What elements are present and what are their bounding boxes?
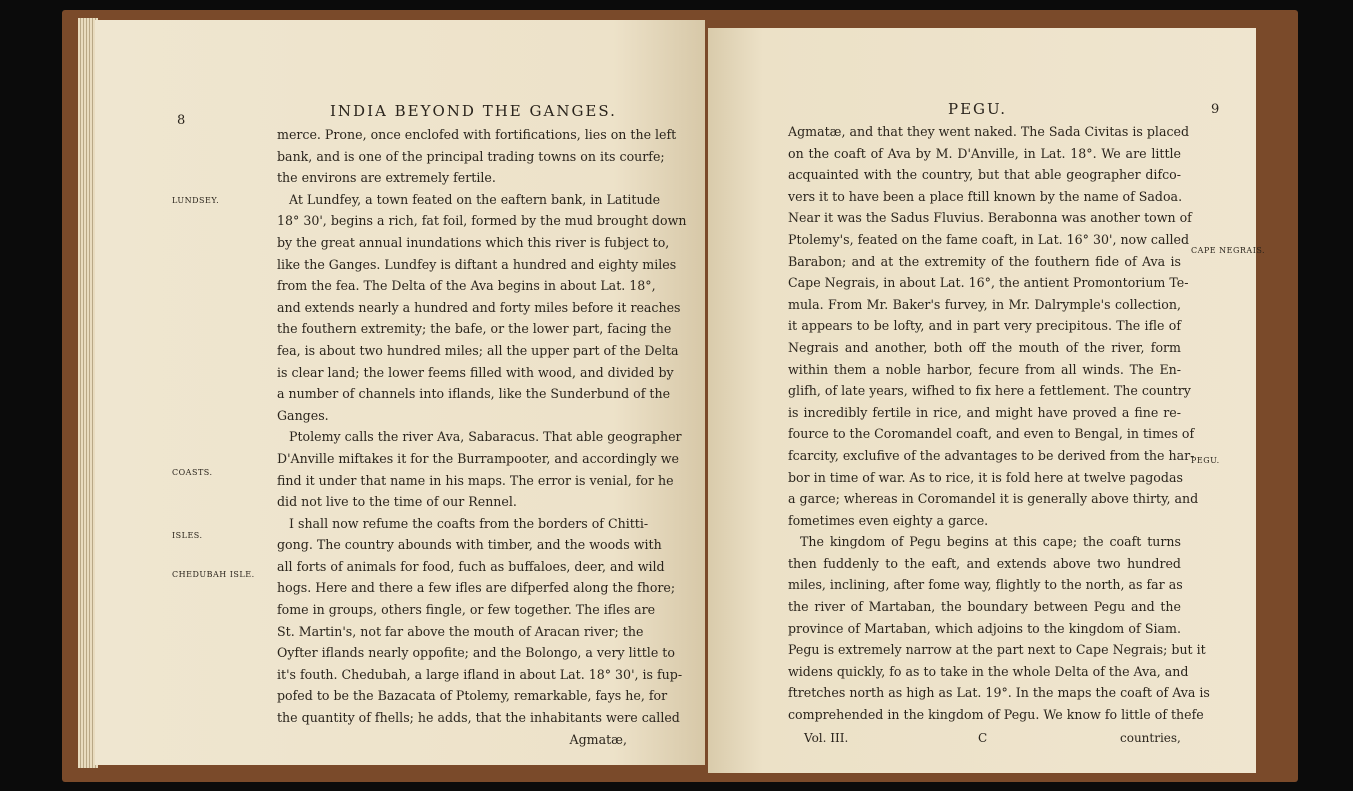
text-line: Near it was the Sadus Fluvius. Berabonna was another town of [788,210,1192,226]
text-line: the environs are extremely fertile. [277,170,496,186]
catchword: countries, [1120,731,1181,745]
margin-note: ISLES. [172,531,203,540]
text-line: widens quickly, fo as to take in the whole Delta of the Ava, and [788,663,1189,679]
text-line: hogs. Here and there a few ifles are difperfed along the fhore; [277,580,676,596]
text-line: it appears to be lofty, and in part very precipitous. The ifle of [788,318,1181,334]
text-line: I shall now refume the coafts from the borders of Chitti- [289,515,649,531]
text-line: gong. The country abounds with timber, and the woods with [277,537,662,553]
text-line: the river of Martaban, the boundary between Pegu and the [788,599,1181,615]
text-line: fcarcity, exclufive of the advantages to be derived from the har- [788,447,1195,463]
text-line: Agmatæ, and that they went naked. The Sada Civitas is placed [788,124,1190,139]
right-page [708,28,1266,773]
text-line: fometimes even eighty a garce. [788,512,989,528]
margin-note: CAPE NEGRAIS. [1191,246,1266,255]
text-line: like the Ganges. Lundfey is diftant a hundred and eighty miles [277,256,677,272]
text-line: Pegu is extremely narrow at the part next to Cape Negrais; but it [788,642,1206,658]
text-line: bor in time of war. As to rice, it is fold here at twelve pagodas [788,469,1183,485]
text-line: find it under that name in his maps. The error is venial, for he [277,472,674,488]
text-line: comprehended in the kingdom of Pegu. We know fo little of thefe [788,707,1204,723]
text-line: Barabon; and at the extremity of the fouthern fide of Ava is [788,253,1181,269]
left-page [95,20,705,765]
text-line: Oyfter iflands nearly oppofite; and the Bolongo, a very little to [277,645,675,661]
text-line: the fouthern extremity; the bafe, or the lower part, facing the [277,321,672,337]
text-line: all forts of animals for food, fuch as buffaloes, deer, and wild [277,558,665,574]
text-line: At Lundfey, a town feated on the eaftern bank, in Latitude [289,191,661,207]
margin-note: COASTS. [172,468,213,477]
margin-note: LUNDSEY. [172,196,220,205]
text-line: is clear land; the lower feems filled with wood, and divided by [277,364,674,380]
text-line: Negrais and another, both off the mouth of the river, form [788,339,1181,355]
text-line: the quantity of fhells; he adds, that the inhabitants were called [277,710,680,726]
text-line: province of Martaban, which adjoins to the kingdom of Siam. [788,620,1181,636]
text-line: acquainted with the country, but that able geographer difco- [788,167,1181,183]
text-line: a garce; whereas in Coromandel it is generally above thirty, and [788,491,1199,507]
text-line: and extends nearly a hundred and forty miles before it reaches [277,299,681,315]
margin-note: CHEDUBAH ISLE. [172,570,255,579]
text-line: Ptolemy's, feated on the fame coaft, in Lat. 16° 30', now called [788,231,1190,247]
text-line: on the coaft of Ava by M. D'Anville, in Lat. 18°. We are little [788,145,1181,161]
body-text [788,121,1210,726]
page-number: 8 [177,113,186,128]
text-line: within them a noble harbor, fecure from all winds. The En- [788,361,1181,377]
text-line: fome in groups, others fingle, or few together. The ifles are [277,602,656,618]
text-line: Ganges. [277,407,329,423]
text-line: merce. Prone, once enclofed with fortifications, lies on the left [277,127,677,142]
text-line: fea, is about two hundred miles; all the upper part of the Delta [277,342,679,358]
text-line: miles, inclining, after fome way, flightly to the north, as far as [788,577,1183,593]
margin-note: PEGU. [1191,456,1220,465]
text-line: is incredibly fertile in rice, and might have proved a fine re- [788,404,1181,420]
text-line: vers it to have been a place ftill known by the name of Sadoa. [788,188,1183,204]
text-line: then fuddenly to the eaft, and extends above two hundred [788,555,1181,571]
text-line: did not live to the time of our Rennel. [277,494,517,510]
text-line: mula. From Mr. Baker's furvey, in Mr. Dalrymple's collection, [788,296,1181,312]
text-line: a number of channels into iflands, like the Sunderbund of the [277,386,671,402]
text-line: fource to the Coromandel coaft, and even to Bengal, in times of [788,426,1195,442]
volume-label: Vol. III. [804,731,849,745]
signature-mark: C [978,731,988,745]
running-head: PEGU. [948,100,1008,118]
text-line: 18° 30', begins a rich, fat foil, formed by the mud brought down [277,213,687,229]
text-line: pofed to be the Bazacata of Ptolemy, remarkable, fays he, for [277,688,668,704]
catchword: Agmatæ, [569,731,627,747]
text-line: ftretches north as high as Lat. 19°. In the maps the coaft of Ava is [788,685,1210,701]
text-line: it's fouth. Chedubah, a large ifland in about Lat. 18° 30', is fup- [277,666,683,682]
text-line: Ptolemy calls the river Ava, Sabaracus. That able geographer [289,429,682,445]
text-line: bank, and is one of the principal trading towns on its courfe; [277,148,665,164]
body-text [277,124,687,750]
text-line: The kingdom of Pegu begins at this cape; the coaft turns [800,534,1181,550]
page-number: 9 [1211,102,1220,117]
text-line: glifh, of late years, wifhed to fix here a fettlement. The country [788,383,1191,399]
running-head: INDIA BEYOND THE GANGES. [330,102,617,120]
text-line: D'Anville miftakes it for the Burrampooter, and accordingly we [277,450,679,466]
text-line: St. Martin's, not far above the mouth of Aracan river; the [277,623,644,639]
text-line: Cape Negrais, in about Lat. 16°, the antient Promontorium Te- [788,275,1189,291]
text-line: from the fea. The Delta of the Ava begins in about Lat. 18°, [277,278,656,294]
text-line: by the great annual inundations which this river is fubject to, [277,234,670,250]
